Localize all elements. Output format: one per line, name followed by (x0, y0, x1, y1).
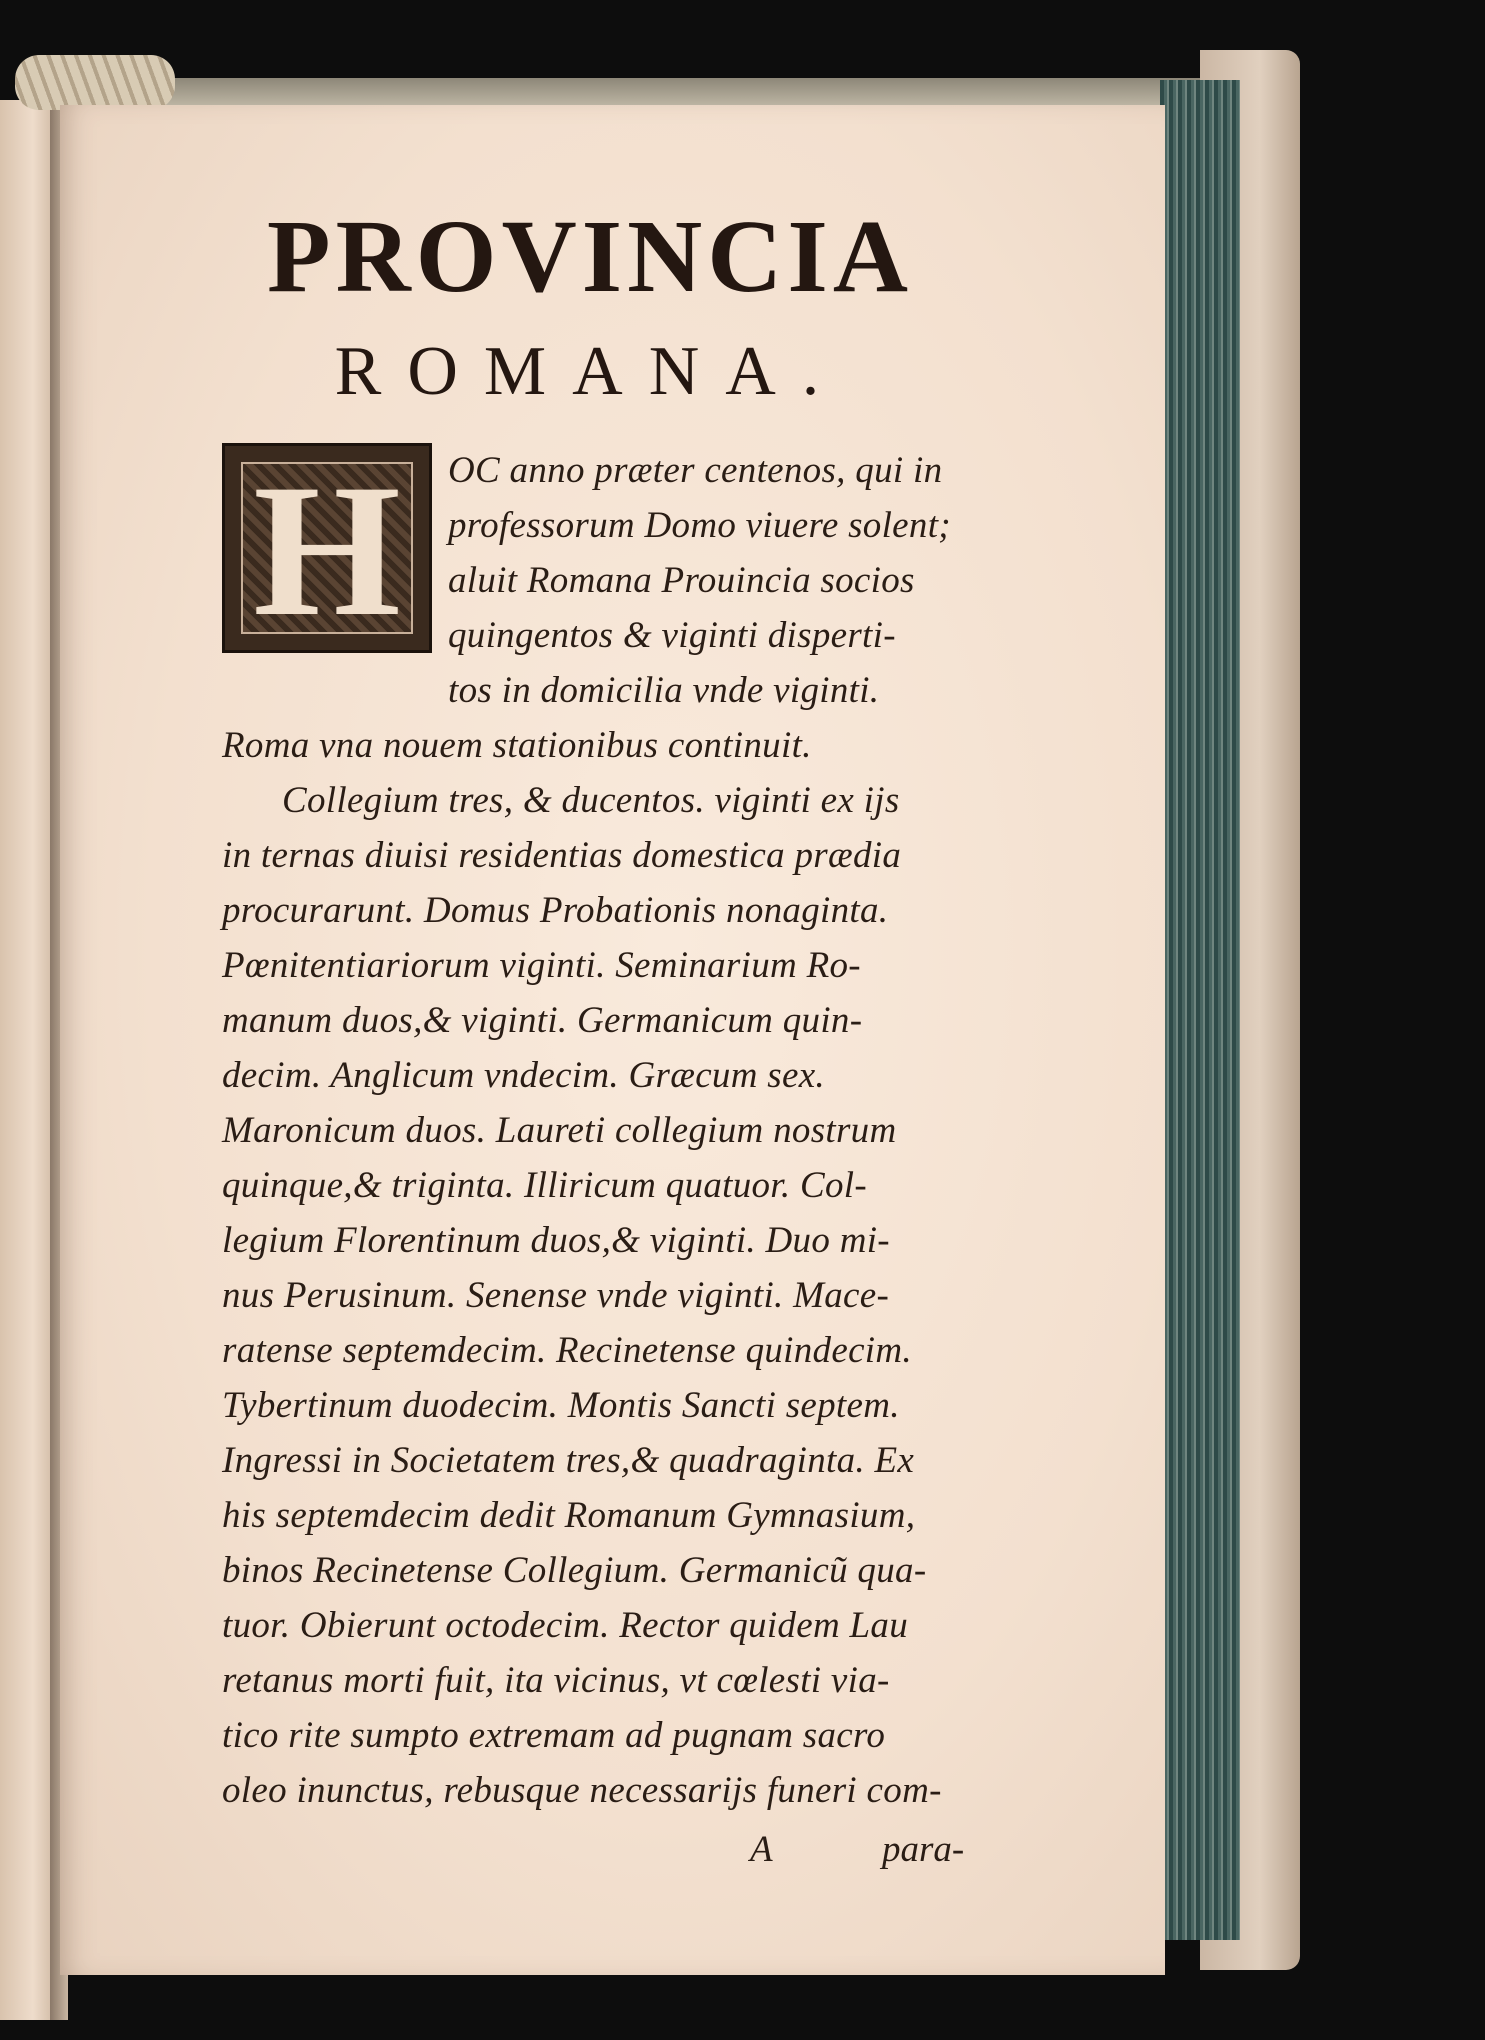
text-line: tico rite sumpto extremam ad pugnam sacro (222, 1715, 886, 1756)
page-content (160, 199, 1060, 1883)
text-line: oleo inunctus, rebusque necessarijs funeri com- (222, 1770, 942, 1811)
text-line: Pœnitentiariorum viginti. Seminarium Ro- (222, 945, 861, 986)
right-page (60, 105, 1165, 1975)
text-line: procurarunt. Domus Probationis nonaginta. (222, 890, 889, 931)
text-line: tuor. Obierunt octodecim. Rector quidem Lau (222, 1605, 908, 1646)
page-footer (160, 1828, 1060, 1883)
text-line: aluit Romana Prouincia socios (448, 560, 915, 601)
text-line: binos Recinetense Collegium. Germanicũ qua- (222, 1550, 927, 1591)
text-line: professorum Domo viuere solent; (448, 505, 951, 546)
text-line: his septemdecim dedit Romanum Gymnasium, (222, 1495, 916, 1536)
text-line: quingentos & viginti disperti- (448, 615, 896, 656)
headband (15, 55, 175, 110)
page-fore-edge (1160, 80, 1240, 1940)
text-line: legium Florentinum duos,& viginti. Duo mi- (222, 1220, 890, 1261)
decorated-initial (222, 443, 432, 656)
catchword: para- (882, 1829, 965, 1870)
text-line: OC anno præter centenos, qui in (448, 450, 943, 491)
text-line: Tybertinum duodecim. Montis Sancti septem. (222, 1385, 900, 1426)
text-line: in ternas diuisi residentias domestica prædia (222, 835, 902, 876)
signature-mark: A (750, 1829, 773, 1870)
page-subtitle: ROMANA. (334, 333, 846, 410)
text-line: retanus morti fuit, ita vicinus, vt cœlesti via- (222, 1660, 890, 1701)
text-line: quinque,& triginta. Illiricum quatuor. Col- (222, 1165, 867, 1206)
text-line: Collegium tres, & ducentos. viginti ex ijs (282, 780, 900, 821)
text-line: decim. Anglicum vndecim. Græcum sex. (222, 1055, 825, 1096)
text-line: manum duos,& viginti. Germanicum quin- (222, 1000, 863, 1041)
text-line: tos in domicilia vnde viginti. (448, 670, 880, 711)
text-line: Maronicum duos. Laureti collegium nostrum (222, 1110, 897, 1151)
body-text (160, 443, 1060, 1883)
drop-cap-letter: H (253, 446, 401, 656)
page-title: PROVINCIA (267, 199, 913, 314)
text-line: Roma vna nouem stationibus continuit. (222, 725, 812, 766)
text-line: nus Perusinum. Senense vnde viginti. Mace- (222, 1275, 890, 1316)
text-line: Ingressi in Societatem tres,& quadraginta. Ex (222, 1440, 915, 1481)
text-line: ratense septemdecim. Recinetense quindecim. (222, 1330, 912, 1371)
